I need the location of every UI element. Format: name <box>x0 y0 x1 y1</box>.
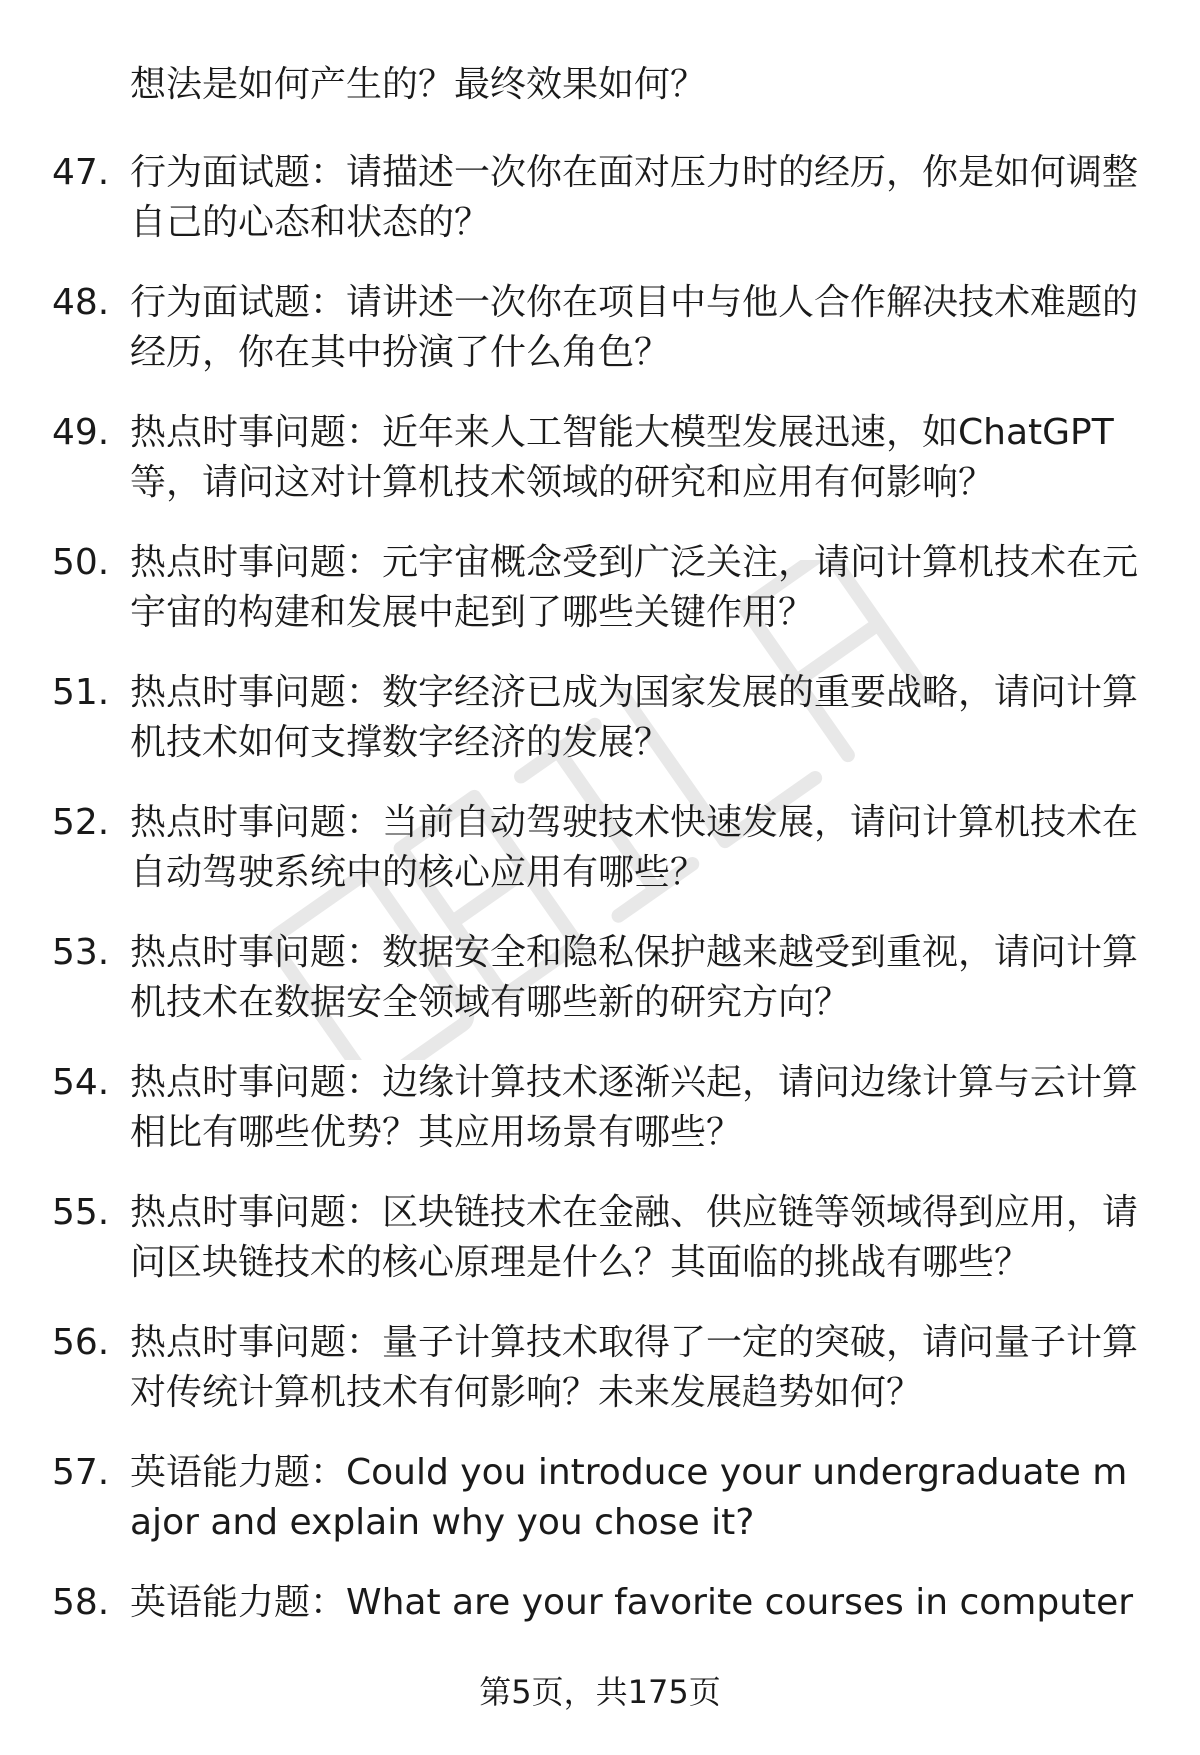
question-item <box>0 1188 1140 1288</box>
question-item <box>0 278 1140 378</box>
question-number: 50. <box>52 542 110 583</box>
question-text: 行为面试题：请描述一次你在面对压力时的经历，你是如何调整自己的心态和状态的？ <box>130 152 1139 243</box>
question-number: 58. <box>52 1582 110 1623</box>
question-text: 行为面试题：请讲述一次你在项目中与他人合作解决技术难题的经历，你在其中扮演了什么角色？ <box>130 282 1139 373</box>
question-item <box>0 538 1140 638</box>
question-item <box>0 1578 1140 1628</box>
question-number: 55. <box>52 1192 110 1233</box>
question-text: 热点时事问题：边缘计算技术逐渐兴起，请问边缘计算与云计算相比有哪些优势？其应用场景有哪些？ <box>130 1062 1139 1153</box>
question-text: 热点时事问题：当前自动驾驶技术快速发展，请问计算机技术在自动驾驶系统中的核心应用有哪些？ <box>130 802 1139 893</box>
question-item <box>0 668 1140 768</box>
question-text: 热点时事问题：近年来人工智能大模型发展迅速，如ChatGPT等，请问这对计算机技术领域的研究和应用有何影响？ <box>130 412 1114 503</box>
question-text: 热点时事问题：量子计算技术取得了一定的突破，请问量子计算对传统计算机技术有何影响？未来发展趋势如何？ <box>130 1322 1139 1413</box>
question-text: 热点时事问题：元宇宙概念受到广泛关注，请问计算机技术在元宇宙的构建和发展中起到了哪些关键作用？ <box>130 542 1139 633</box>
question-number: 49. <box>52 412 110 453</box>
question-number: 56. <box>52 1322 110 1363</box>
question-number: 57. <box>52 1452 110 1493</box>
question-item <box>0 148 1140 248</box>
question-item <box>0 1318 1140 1418</box>
question-text: 英语能力题：What are your favorite courses in computer <box>130 1582 1134 1623</box>
question-item <box>0 1448 1140 1548</box>
question-item <box>0 798 1140 898</box>
question-text: 热点时事问题：区块链技术在金融、供应链等领域得到应用，请问区块链技术的核心原理是什么？其面临的挑战有哪些？ <box>130 1192 1139 1283</box>
question-text: 英语能力题：Could you introduce your undergraduate major and explain why you chose it? <box>130 1452 1128 1543</box>
question-text: 热点时事问题：数字经济已成为国家发展的重要战略，请问计算机技术如何支撑数字经济的发展？ <box>130 672 1139 763</box>
page-footer: 第5页，共175页 <box>479 1673 721 1711</box>
question-text: 热点时事问题：数据安全和隐私保护越来越受到重视，请问计算机技术在数据安全领域有哪些新的研究方向？ <box>130 932 1139 1023</box>
question-list <box>0 148 1200 1658</box>
question-item <box>0 1058 1140 1158</box>
question-number: 51. <box>52 672 110 713</box>
question-number: 53. <box>52 932 110 973</box>
question-number: 47. <box>52 152 110 193</box>
continued-question-text: 想法是如何产生的？最终效果如何？ <box>130 64 707 105</box>
question-number: 48. <box>52 282 110 323</box>
question-number: 52. <box>52 802 110 843</box>
question-number: 54. <box>52 1062 110 1103</box>
question-item <box>0 928 1140 1028</box>
question-item <box>0 408 1140 508</box>
